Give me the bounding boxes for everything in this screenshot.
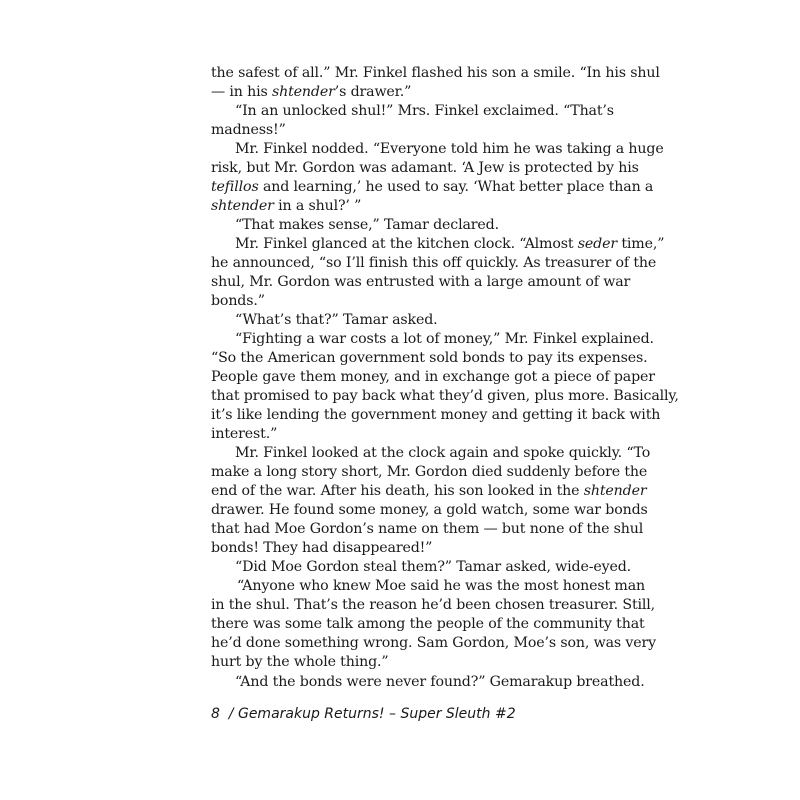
body-text xyxy=(211,64,679,692)
text-line xyxy=(211,425,597,444)
text-segment: interest.” xyxy=(211,426,278,443)
text-line xyxy=(211,482,647,501)
italic-term: tefillos xyxy=(211,179,259,196)
text-line xyxy=(211,273,631,292)
text-segment: “So the American government sold bonds to pay its expenses. xyxy=(211,350,648,367)
text-segment: Mr. Finkel glanced at the kitchen clock. “Almost xyxy=(235,236,578,253)
text-line xyxy=(211,539,597,558)
text-line xyxy=(211,596,656,615)
text-line xyxy=(211,178,654,197)
italic-term: shtender xyxy=(211,198,274,215)
text-segment: risk, but Mr. Gordon was adamant. ‘A Jew is protected by his xyxy=(211,160,639,177)
text-line xyxy=(211,653,597,672)
text-line xyxy=(211,387,679,406)
text-segment: bonds.” xyxy=(211,293,265,310)
text-segment: and learning,’ he used to say. ‘What better place than a xyxy=(258,179,654,196)
text-line xyxy=(211,577,645,596)
text-segment: bonds! They had disappeared!” xyxy=(211,540,433,557)
text-line xyxy=(211,444,651,463)
text-line xyxy=(211,311,597,330)
text-segment: “In an unlocked shul!” Mrs. Finkel exclaimed. “That’s xyxy=(235,103,614,120)
text-segment: Mr. Finkel looked at the clock again and spoke quickly. “To xyxy=(235,445,651,462)
text-segment: “Did Moe Gordon steal them?” Tamar asked, wide-eyed. xyxy=(235,559,632,576)
text-segment: in a shul?’ ” xyxy=(273,198,362,215)
text-line xyxy=(211,501,648,520)
text-line xyxy=(211,102,614,121)
text-line xyxy=(211,368,655,387)
text-segment: shul, Mr. Gordon was entrusted with a large amount of war xyxy=(211,274,631,291)
text-segment: “And the bonds were never found?” Gemarakup breathed. xyxy=(235,673,645,690)
text-segment: madness!” xyxy=(211,122,286,139)
text-line xyxy=(211,406,661,425)
text-segment: that promised to pay back what they’d given, plus more. Basically, xyxy=(211,388,679,405)
text-line xyxy=(211,634,657,653)
text-segment: that had Moe Gordon’s name on them — but none of the shul xyxy=(211,521,644,538)
text-line xyxy=(211,64,660,83)
text-line xyxy=(211,159,639,178)
page-footer: 8 / Gemarakup Returns! – Super Sleuth #2 xyxy=(211,706,516,722)
text-line xyxy=(211,83,597,102)
text-segment: “Fighting a war costs a lot of money,” Mr. Finkel explained. xyxy=(235,331,654,348)
text-line xyxy=(211,292,597,311)
text-segment: “What’s that?” Tamar asked. xyxy=(235,312,438,329)
text-line xyxy=(211,216,597,235)
text-line xyxy=(211,235,665,254)
text-segment: Mr. Finkel nodded. “Everyone told him he was taking a huge xyxy=(235,141,664,158)
text-segment: ’s drawer.” xyxy=(334,84,412,101)
text-line xyxy=(211,197,597,216)
text-segment: drawer. He found some money, a gold watch, some war bonds xyxy=(211,502,648,519)
italic-term: shtender xyxy=(272,84,335,101)
text-line xyxy=(211,330,654,349)
italic-term: seder xyxy=(577,236,617,253)
text-segment: People gave them money, and in exchange got a piece of paper xyxy=(211,369,655,386)
text-segment: end of the war. After his death, his son looked in the xyxy=(211,483,584,500)
text-line xyxy=(211,615,645,634)
text-segment: “Anyone who knew Moe said he was the most honest man xyxy=(237,578,645,595)
text-segment: — in his xyxy=(211,84,272,101)
text-segment: in the shul. That’s the reason he’d been chosen treasurer. Still, xyxy=(211,597,656,614)
text-line xyxy=(211,673,645,692)
text-segment: he’d done something wrong. Sam Gordon, Moe’s son, was very xyxy=(211,635,657,652)
text-segment: make a long story short, Mr. Gordon died suddenly before the xyxy=(211,464,648,481)
text-line xyxy=(211,463,648,482)
text-line xyxy=(211,121,597,140)
text-segment: he announced, “so I’ll finish this off quickly. As treasurer of the xyxy=(211,255,657,272)
text-line xyxy=(211,558,632,577)
text-line xyxy=(211,349,648,368)
text-line xyxy=(211,140,664,159)
text-segment: it’s like lending the government money and getting it back with xyxy=(211,407,661,424)
text-segment: “That makes sense,” Tamar declared. xyxy=(235,217,499,234)
text-line xyxy=(211,520,644,539)
text-segment: there was some talk among the people of the community that xyxy=(211,616,645,633)
text-segment: time,” xyxy=(616,236,665,253)
text-segment: hurt by the whole thing.” xyxy=(211,654,389,671)
italic-term: shtender xyxy=(583,483,647,500)
text-segment: the safest of all.” Mr. Finkel flashed his son a smile. “In his shul xyxy=(211,65,660,81)
text-line xyxy=(211,254,657,273)
